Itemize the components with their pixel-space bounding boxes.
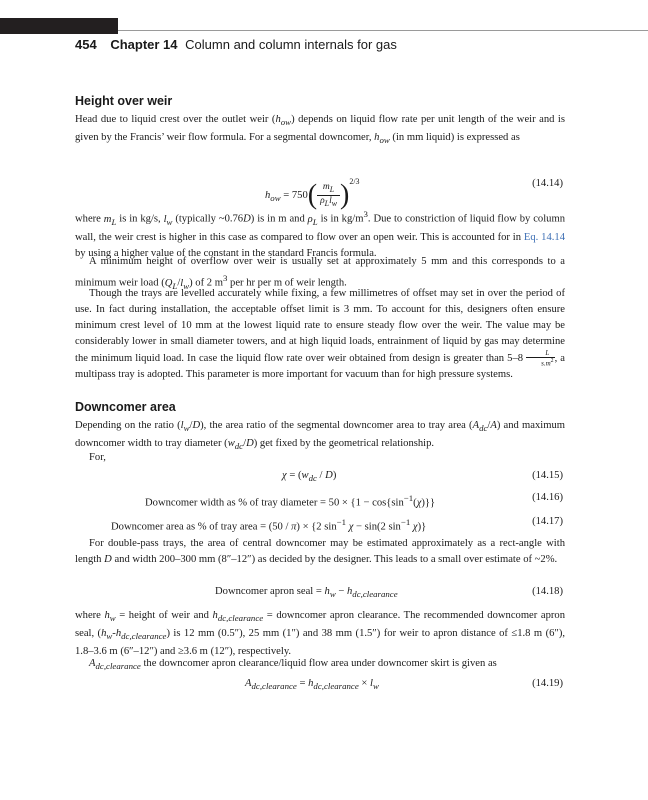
equation-14-18 [75,584,565,600]
paragraph-minimum-height: A minimum height of overflow over weir is usually set at approximately 5 mm and this corresponds to a minimum weir load $(Q_L/l_w)$ of 2 $m^3$ per hr per m of weir length. [75,256,565,291]
equation-number: (14.17) [532,516,563,527]
equation-number: (14.15) [532,470,563,481]
equation-14-14 [75,176,565,211]
running-head [75,37,397,52]
equation-number: (14.14) [532,178,563,189]
equation-14-16-expression: Downcomer width as % of tray diameter = $50 \times \{1 - \cos\{\sin^{-1}(\chi)\}\}$ [145,493,436,509]
equation-14-15 [75,468,565,484]
equation-14-19 [75,676,565,692]
equation-14-17-expression: Downcomer area as % of tray area = (50 / π) × {2 $\sin^{-1} \chi - \sin(2$ $\sin^{-1} \chi$)} [111,517,427,533]
header-rule [118,30,648,31]
paragraph-adc-clearance: $A_{dc,clearance}$ the downcomer apron clearance/liquid flow area under downcomer skirt is given as [89,658,497,672]
equation-number: (14.18) [532,586,563,597]
paragraph-intro-weir: Head due to liquid crest over the outlet weir $(h_{ow})$ depends on liquid flow rate per unit length of the weir and is given by the Francis’ weir flow formula. For a segmental downcomer, $h_{ow}$ (in mm liquid) is expressed as [75,114,565,146]
section-heading-height-over-weir: Height over weir [75,94,173,108]
equation-14-15-expression: $\chi = (w_{dc} / D)$ [282,470,337,484]
chapter-title: Column and column internals for gas [185,37,397,52]
paragraph-tray-offset: Though the trays are levelled accurately while fixing, a few millimetres of offset may set in over the period of use. In fact during installation, the acceptable offset limit is 3 mm. To account for this, designers often ensure minimum crest level of 10 mm at the lowest liquid rate to ensure steady flow over the weir. The value may be considerably lower in small diameter towers, and at high liquid loads, entrainment of liquid by gas may determine the minimum liquid load. In case the liquid flow rate over weir obtained from design is greater than 5–8 $\frac{L}{s.m^2}$ , a multipass tray is adopted. This parameter is more important for vacuum than for high pressure systems. [75,288,566,381]
eq-14-14-link[interactable]: Eq. 14.14 [523,231,565,243]
section-heading-downcomer-area: Downcomer area [75,400,176,414]
paragraph-downcomer-intro: Depending on the ratio $(l_w/D)$, the area ratio of the segmental downcomer area to tray area $(A_{dc}/A)$ and maximum downcomer width to tray diameter $(w_{dc}/D)$ get fixed by the geometrical relationship. [75,420,565,452]
paragraph-where-weir: where $m_L$ is in kg/s, $l_w$ (typically ~0.76D) is in m and $\rho_L$ is in $kg/m^3$. Due to constriction of liquid flow by column wall, the weir crest is higher in this case as compared to flow over an open weir. This is accounted for in Eq. 14.14 by using a higher value of the constant in the standard Francis formula. [75,209,565,259]
page-number: 454 [75,37,97,52]
equation-14-18-expression: Downcomer apron seal = $h_w - h_{dc,clearance}$ [215,586,398,600]
equation-number: (14.16) [532,492,563,503]
chapter-label: Chapter 14 [110,37,178,52]
equation-14-14-expression: $h_{ow} = 750$( $\frac{m_L}{\rho_Ll_w}$ )$^{2/3}$ [265,177,360,211]
paragraph-double-pass: For double-pass trays, the area of central downcomer may be estimated approximately as a rect-angle with length D and width 200–300 mm (8″–12″) as decided by the designer. This leads to a small over estimate of ~2%. [75,538,565,565]
paragraph-for: For, [89,452,106,463]
equation-number: (14.19) [532,678,563,689]
header-bar [0,18,118,34]
equation-14-19-expression: $A_{dc,clearance} = h_{dc,clearance} \times l_w$ [245,678,379,692]
equation-14-16 [75,490,565,509]
paragraph-where-apron: where $h_w$ = height of weir and $h_{dc,clearance}$ = downcomer apron clearance. The recommended downcomer apron seal, $(h_w-h_{dc,clearance})$ is 12 mm (0.5″), 25 mm (1″) and 38 mm (1.5″) for weir to apron distance of ≤1.8 m (6″), 1.8–3.6 m (6″–12″) and ≥3.6 m (12″), respectively. [75,610,565,658]
equation-14-17 [75,514,565,533]
